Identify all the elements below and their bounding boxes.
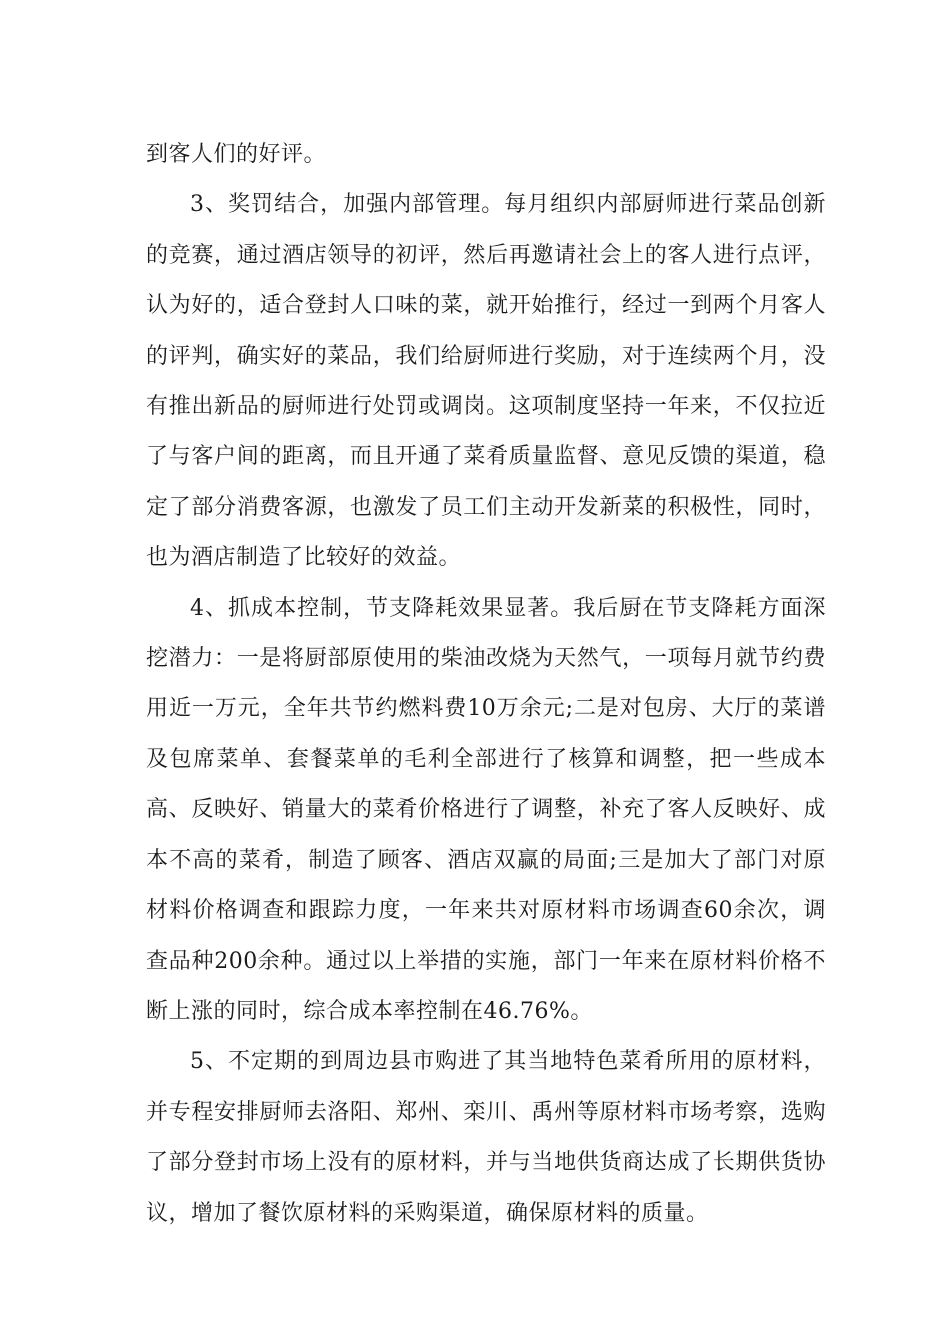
document-body bbox=[146, 130, 826, 1239]
paragraph-item-4: 4、抓成本控制，节支降耗效果显著。我后厨在节支降耗方面深挖潜力：一是将厨部原使用的柴油改烧为天然气，一项每月就节约费用近一万元，全年共节约燃料费10万余元;二是对包房、大厅的菜谱及包席菜单、套餐菜单的毛利全部进行了核算和调整，把一些成本高、反映好、销量大的菜肴价格进行了调整，补充了客人反映好、成本不高的菜肴，制造了顾客、酒店双赢的局面;三是加大了部门对原材料价格调查和跟踪力度，一年来共对原材料市场调查60余次，调查品种200余种。通过以上举措的实施，部门一年来在原材料价格不断上涨的同时，综合成本率控制在46.76%。 bbox=[146, 595, 826, 1024]
paragraph-item-5: 5、不定期的到周边县市购进了其当地特色菜肴所用的原材料，并专程安排厨师去洛阳、郑州、栾川、禹州等原材料市场考察，选购了部分登封市场上没有的原材料，并与当地供货商达成了长期供货协议，增加了餐饮原材料的采购渠道，确保原材料的质量。 bbox=[146, 1049, 826, 1226]
paragraph-continuation: 到客人们的好评。 bbox=[146, 142, 327, 167]
paragraph-item-3: 3、奖罚结合，加强内部管理。每月组织内部厨师进行菜品创新的竞赛，通过酒店领导的初评，然后再邀请社会上的客人进行点评，认为好的，适合登封人口味的菜，就开始推行，经过一到两个月客人的评判，确实好的菜品，我们给厨师进行奖励，对于连续两个月，没有推出新品的厨师进行处罚或调岗。这项制度坚持一年来，不仅拉近了与客户间的距离，而且开通了菜肴质量监督、意见反馈的渠道，稳定了部分消费客源，也激发了员工们主动开发新菜的积极性，同时，也为酒店制造了比较好的效益。 bbox=[146, 192, 826, 571]
